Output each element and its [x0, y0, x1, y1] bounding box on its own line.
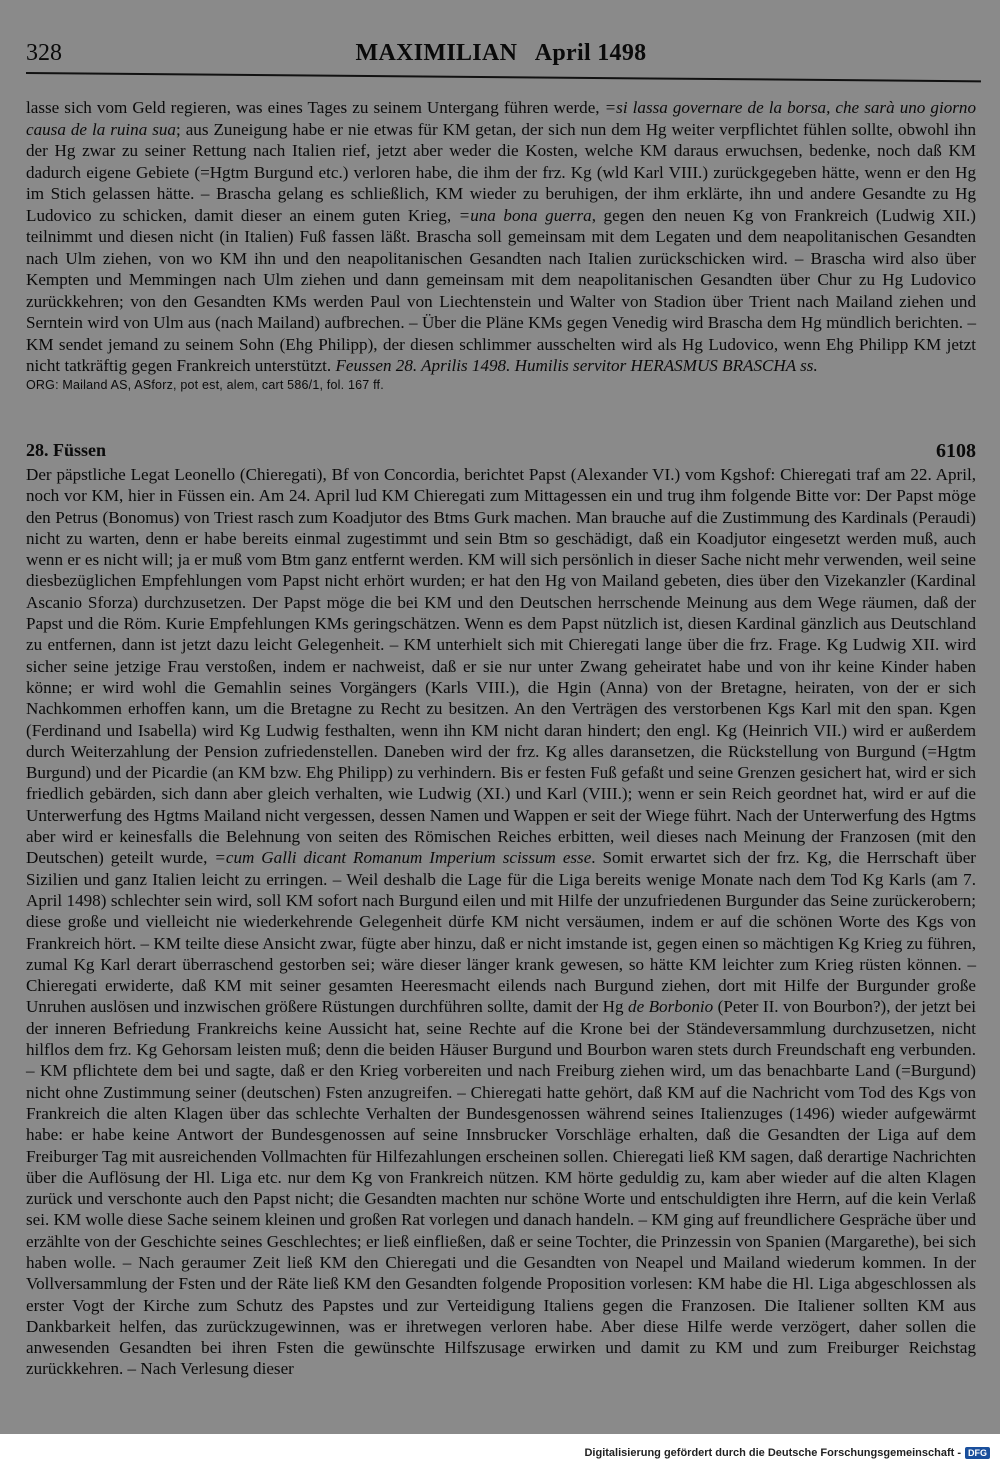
text-segment: . Somit erwartet sich der frz. Kg, die Herrschaft über Sizilien und ganz Italien leicht zu erringen. – Weil deshalb die Lage für die Liga bereits wenige Monate nach dem Tod Kg Karls (am 7. April 1498) schlechter sein wird, soll KM sofort nach Burgund eilen und mit Hilfe der unzufriedenen Burgunder das Seine zurückerobern; diese große und vielleicht nie wiederkehrende Gelegenheit dürfe KM nicht versäumen, indem er auf die schönen Worte des Kgs von Frankreich hört. – KM teilte diese Ansicht zwar, fügte aber hinzu, daß er nicht imstande ist, gegen einen so mächtigen Kg Krieg zu führen, zumal Kg Karl derart überraschend gestorben sei; wäre dieser länger krank gewesen, so hätte KM leichter zum Krieg rüsten können. – Chieregati erwiderte, daß KM mit seiner gesamten Heeresmacht eilends nach Burgund ziehen, dort mit Hilfe der Burgunder große Unruhen auslösen und inzwischen größere Rüstungen durchführen sollte, damit der Hg — [26, 848, 976, 1017]
document-text — [26, 464, 976, 1380]
running-title: MAXIMILIAN April 1498 — [355, 40, 647, 66]
document-place-date: 28. Füssen — [26, 440, 107, 460]
italic-quote: =si lassa governare de la borsa, che sarà uno giorno causa de la ruina sua — [26, 98, 976, 139]
italic-quote: =cum Galli dicant Romanum Imperium scissum esse — [214, 848, 592, 868]
text-segment: ; aus Zuneigung habe er nie etwas für KM getan, der sich nun dem Hg weiter verpflichtet fühlen sollte, obwohl ihn der Hg zwar zu seiner Rettung nach Italien rief, jetzt aber weder die Kosten, welche KM daraus erwuchsen, bedenke, noch daß KM dadurch eigene Gebiete (=Hgtm Burgund etc.) verloren habe, die ihm der frz. Kg (wld Karl VIII.) zurückgegeben hätte, wenn er den Hg im Stich gelassen hätte. – Brascha gelang es schließlich, KM wieder zu beruhigen, der ihm erklärte, ihn und andere Gesandte zu Hg Ludovico zu schicken, damit dieser an einem guten Krieg, — [26, 119, 976, 225]
page-header — [26, 0, 976, 68]
previous-document-text — [26, 97, 976, 377]
text-segment: Der päpstliche Legat Leonello (Chieregati), Bf von Concordia, berichtet Papst (Alexander VI.) vom Kgshof: Chieregati traf am 22. April, noch vor KM, hier in Füssen ein. Am 24. April lud KM Chieregati zum Mittagessen ein und trug ihm folgende Bitte vor: Der Papst möge den Petrus (Bonomus) von Triest rasch zum Koadjutor des Btms Gurk machen. Man brauche auf die Zustimmung des Kardinals (Peraudi) nicht zu warten, denn er habe bereits einmal zugestimmt und sein Btm so geschädigt, daß ein Koadjutor eingesetzt werden muß, auch wenn er es nicht will; ja er muß vom Btm ganz entfernt werden. KM will sich persönlich in dieser Sache nicht mehr verwenden, weil seine diesbezüglichen Empfehlungen vom Papst nicht erhört wurden; er hat den Hg von Mailand gebeten, dies über den Vizekanzler (Kardinal Ascanio Sforza) durchzusetzen. Der Papst möge die bei KM und den Deutschen herrschende Meinung aus dem Wege räumen, daß der Papst und die Röm. Kurie Empfehlungen KMs geringschätzen. Wenn es dem Papst nützlich ist, diesen Kardinal gänzlich aus Deutschland zu entfernen, dann ist jetzt dazu leicht Gelegenheit. – KM unterhielt sich mit Chieregati lange über die frz. Frage. Kg Ludwig XII. wird sicher seine jetzige Frau verstoßen, indem er nachweist, daß er sie nur unter Zwang geheiratet habe und von ihr keine Kinder haben könne; er wird wohl die Gemahlin seines Vorgängers (Karls VIII.), die Hgin (Anna) von der Bretagne, heiraten, von der er sich Nachkommen erhoffen kann, um die Bretagne zu Recht zu besitzen. An den Verträgen des verstorbenen Kgs Karl mit den span. Kgen (Ferdinand und Isabella) wird Kg Ludwig festhalten, wenn ihn KM nicht daran hindert; den engl. Kg (Heinrich VII.) wird er außerdem durch Weiterzahlung der Pension zufriedenstellen. Daneben wird der frz. Kg alles daransetzen, die Rückstellung von Burgund (=Hgtm Burgund) und der Picardie (an KM bzw. Ehg Philipp) zu verhindern. Bis er festen Fuß gefaßt und seine Grenzen gesichert hat, wird er sich friedlich gebärden, sich dann aber gleich verhalten, wie Ludwig (XI.) und Karl (VIII.); wenn er sein Reich geordnet hat, wird er auf die Unterwerfung des Hgtms Mailand nicht vergessen, dessen Namen und Wappen er seit der Wiege führt. Nach der Unterwerfung des Hgtms aber wird er keinesfalls die Belehnung von seiten des Römischen Reiches erbitten, weil dieses nach Meinung der Franzosen (mit den Deutschen) geteilt wurde, — [26, 465, 976, 868]
page-number: 328 — [26, 40, 62, 66]
dfg-logo: DFG — [965, 1447, 990, 1459]
previous-document — [26, 97, 976, 393]
footer-text: Digitalisierung gefördert durch die Deutsche Forschungsgemeinschaft - — [584, 1447, 961, 1459]
digitization-footer — [584, 1447, 990, 1459]
page-content — [26, 0, 976, 1379]
italic-name: de Borbonio — [628, 997, 714, 1017]
source-reference: ORG: Mailand AS, ASforz, pot est, alem, cart 586/1, fol. 167 ff. — [26, 377, 384, 392]
italic-quote: =una bona guerra — [458, 205, 592, 225]
document-number: 6108 — [936, 440, 976, 462]
text-segment: lasse sich vom Geld regieren, was eines Tages zu seinem Untergang führen werde, — [26, 98, 605, 117]
text-segment: (Peter II. von Bourbon?), der jetzt bei der inneren Befriedung Frankreichs keine Aussicht hat, seine Rechte auf die Krone bei der Ständeversammlung durchzusetzen, nicht hilflos dem frz. Kg Gehorsam leisten muß; denn die beiden Häuser Burgund und Bourbon waren stets durch Freundschaft eng verbunden. – KM pflichtete dem bei und sagte, daß er den Krieg vorbereiten und nach Freiburg ziehen wird, um das benachbarte Land (=Burgund) nicht ohne Zustimmung seiner (deutschen) Fsten anzugreifen. – Chieregati hatte gehört, daß KM auf die Nachricht vom Tod des Kgs von Frankreich die alten Klagen über das schlechte Verhalten der Bundesgenossen während seines Italienzuges (1496) wieder aufgewärmt habe: er habe keine Antwort der Bundesgenossen auf seine Innsbrucker Vorschläge erhalten, daß die Gesandten der Liga auf dem Freiburger Tag mit ausreichenden Vollmachten für Hilfezahlungen erscheinen sollen. Chieregati ließ KM sagen, daß derartige Nachrichten über die Auflösung der Hl. Liga etc. nur dem Kg von Frankreich nützen. KM hörte geduldig zu, kam aber wieder auf die alten Klagen zurück und verschonte auch den Papst nicht; die Gesandten machten nur schöne Worte und entschuldigten ihre Herrn, auf die kein Verlaß sei. KM wolle diese Sache seinem kleinen und großen Rat vorlegen und danach handeln. – KM ging auf freundlichere Gespräche über und erzählte von der Geschichte seines Geschlechtes; er ließ einfließen, daß er seine Tochter, die Prinzessin von Spanien (Margarethe), bei sich haben wolle. – Nach geraumer Zeit ließ KM den Chieregati und die Gesandten von Neapel und Mailand wiederum kommen. In der Vollversammlung der Fsten und der Räte ließ KM den Gesandten folgende Proposition vorlesen: KM habe die Hl. Liga abgeschlossen als erster Vogt der Kirche zum Schutz des Papstes und zur Verteidigung Italiens gegen die Franzosen. Die Italiener sollten KM aus Dankbarkeit helfen, das zurückzugewinnen, was er ihretwegen verloren habe. Aber diese Hilfe werde verzögert, daher sollen die anwesenden Gesandten bei ihren Fsten die gewünschte Hilfszusage erwirken und damit zu KM und zum Freiburger Reichstag zurückkehren. – Nach Verlesung dieser — [26, 997, 976, 1379]
header-rule — [26, 72, 981, 82]
document-heading — [26, 440, 976, 464]
document-6108 — [26, 440, 976, 1380]
italic-closing: Feussen 28. Aprilis 1498. Humilis servitor HERASMUS BRASCHA ss. — [335, 356, 818, 375]
text-segment: , gegen den neuen Kg von Frankreich (Ludwig XII.) teilnimmt und diesen nicht (in Italien) Fuß fassen läßt. Brascha soll gemeinsam mit dem Legaten und dem neapolitanischen Gesandten nach Ulm ziehen, von wo KM ihn und den neapolitanischen Gesandten nach Italien zurückschicken wird. – Brascha wird also über Kempten und Memmingen nach Ulm ziehen und dann gemeinsam mit dem neapolitanischen Gesandten über Chur zu Hg Ludovico zurückkehren; von den Gesandten KMs werden Paul von Liechtenstein und Walter von Stadion über Trient nach Mailand ziehen und Serntein wird von Ulm aus (nach Mailand) aufbrechen. – Über die Pläne KMs gegen Venedig wird Brascha dem Hg mündlich berichten. – KM sendet jemand zu seinem Sohn (Ehg Philipp), der diesen schlimmer ausschelten wird als Hg Ludovico, wenn Ehg Philipp KM jetzt nicht tatkräftig gegen Frankreich unterstützt. — [26, 205, 976, 375]
